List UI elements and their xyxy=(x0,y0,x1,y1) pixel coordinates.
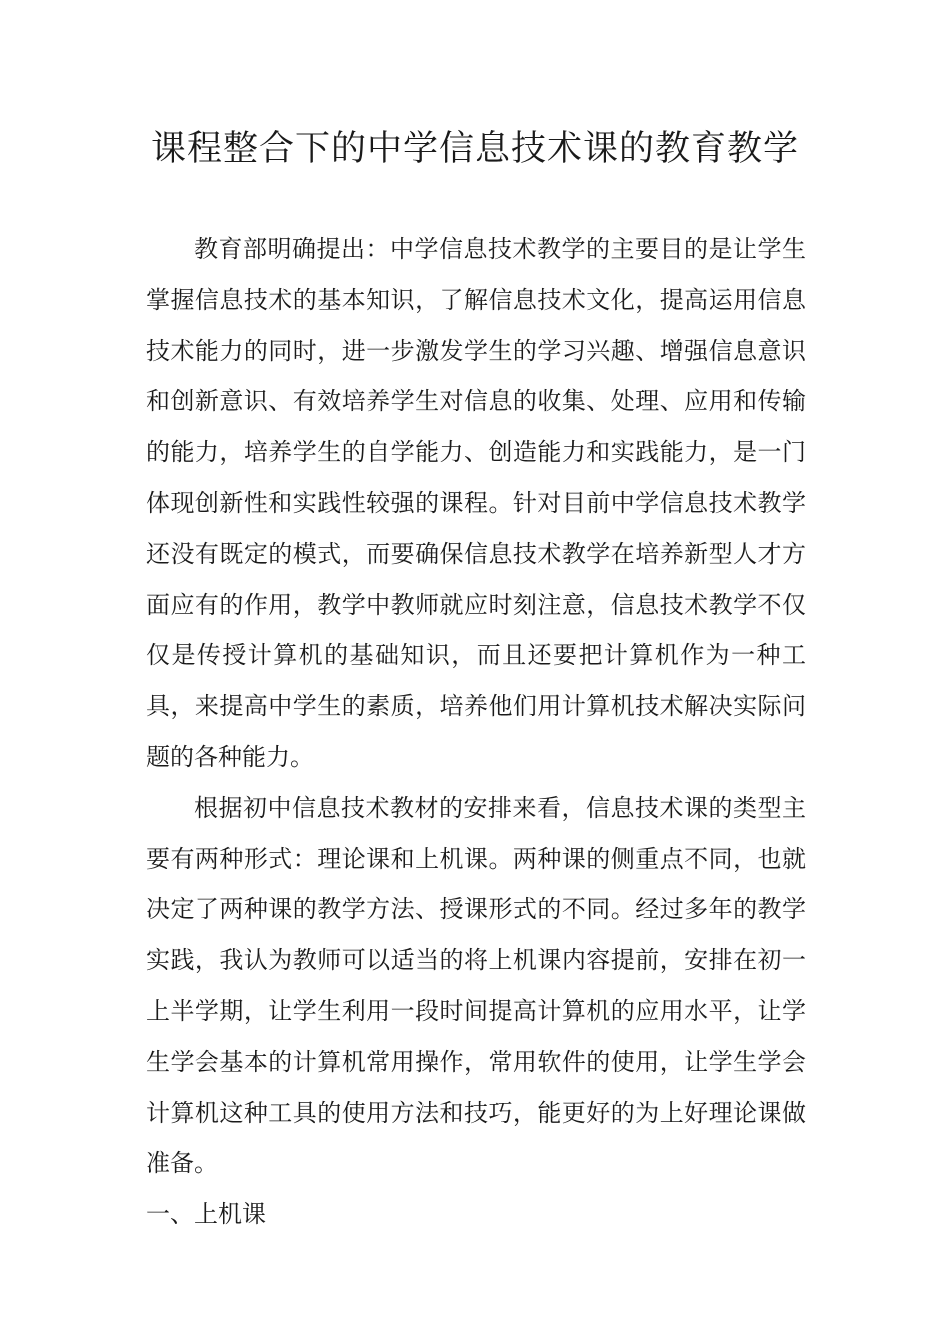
document-title: 课程整合下的中学信息技术课的教育教学 xyxy=(150,129,799,169)
document-body xyxy=(146,224,806,1240)
section-heading: 一、上机课 xyxy=(146,1200,266,1229)
paragraph-1: 教育部明确提出：中学信息技术教学的主要目的是让学生掌握信息技术的基本知识，了解信息技术文化，提高运用信息技术能力的同时，进一步激发学生的学习兴趣、增强信息意识和创新意识、有效培养学生对信息的收集、处理、应用和传输的能力，培养学生的自学能力、创造能力和实践能力，是一门体现创新性和实践性较强的课程。针对目前中学信息技术教学还没有既定的模式，而要确保信息技术教学在培养新型人才方面应有的作用，教学中教师就应时刻注意，信息技术教学不仅仅是传授计算机的基础知识，而且还要把计算机作为一种工具，来提高中学生的素质，培养他们用计算机技术解决实际问题的各种能力。 xyxy=(146,235,806,771)
paragraph-2: 根据初中信息技术教材的安排来看，信息技术课的类型主要有两种形式：理论课和上机课。两种课的侧重点不同，也就决定了两种课的教学方法、授课形式的不同。经过多年的教学实践，我认为教师可以适当的将上机课内容提前，安排在初一上半学期，让学生利用一段时间提高计算机的应用水平，让学生学会基本的计算机常用操作，常用软件的使用，让学生学会计算机这种工具的使用方法和技巧，能更好的为上好理论课做准备。 xyxy=(146,793,806,1178)
